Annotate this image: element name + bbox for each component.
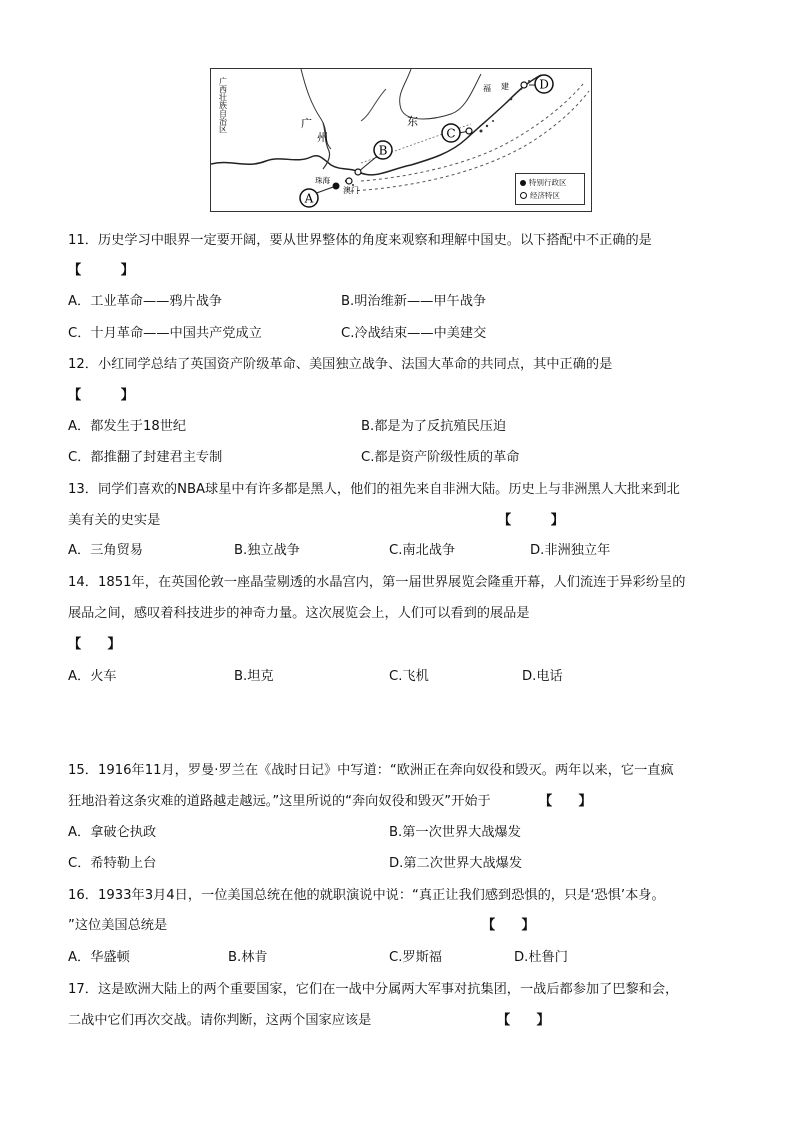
label-zhuhai: 珠海 [315, 176, 330, 185]
question-11-option-d[interactable]: C.冷战结束——中美建交 [341, 326, 487, 341]
question-13-option-a[interactable]: A．三角贸易 [68, 543, 143, 558]
question-17-answer-bracket[interactable]: 【 】 [497, 1013, 550, 1028]
question-12-stem: 12．小红同学总结了英国资产阶级革命、美国独立战争、法国大革命的共同点，其中正确的是 [68, 357, 613, 372]
question-13-answer-bracket[interactable]: 【 】 [498, 513, 564, 528]
question-16-option-b[interactable]: B.林肯 [228, 950, 268, 965]
question-15-option-a[interactable]: A．拿破仑执政 [68, 825, 157, 840]
question-14-option-b[interactable]: B.坦克 [234, 669, 274, 684]
label-dong: 东 [407, 115, 418, 128]
map-figure [210, 68, 592, 212]
question-12-option-d[interactable]: C.都是资产阶级性质的革命 [361, 450, 520, 465]
open-dot-icon [520, 192, 527, 199]
question-11-stem: 11．历史学习中眼界一定要开阔，要从世界整体的角度来观察和理解中国史。以下搭配中不正确的是 [68, 233, 652, 248]
label-guang: 广 [301, 117, 312, 130]
question-17-stem-line1: 17．这是欧洲大陆上的两个重要国家，它们在一战中分属两大军事对抗集团，一战后都参加了巴黎和会， [68, 982, 679, 997]
econ-zone-dot [466, 128, 472, 134]
marker-c-label: C [446, 126, 456, 141]
question-15-stem-line1: 15．1916年11月，罗曼·罗兰在《战时日记》中写道：“欧洲正在奔向奴役和毁灭。两年以来，它一直疯 [68, 763, 674, 778]
legend-econ-zone: 经济特区 [530, 191, 560, 200]
question-14-answer-bracket[interactable]: 【 】 [68, 637, 121, 652]
question-15-option-b[interactable]: B.第一次世界大战爆发 [389, 825, 521, 840]
marker-b-label: B [378, 143, 388, 158]
question-13-stem-line1: 13．同学们喜欢的NBA球星中有许多都是黑人，他们的祖先来自非洲大陆。历史上与非洲黑人大批来到北 [68, 482, 680, 497]
question-12-answer-bracket[interactable]: 【 】 [68, 388, 134, 403]
question-13-stem-line2: 美有关的史实是 [68, 513, 161, 528]
label-aomen: 澳门 [343, 186, 359, 195]
question-16-stem-line1: 16．1933年3月4日，一位美国总统在他的就职演说中说：“真正让我们感到恐惧的，只是‘恐惧’本身。 [68, 888, 665, 903]
question-15-answer-bracket[interactable]: 【 】 [539, 794, 592, 809]
question-12-option-a[interactable]: A．都发生于18世纪 [68, 419, 187, 434]
province-border [400, 69, 481, 119]
filled-dot-icon [520, 180, 526, 186]
question-14-stem-line1: 14．1851年，在英国伦敦一座晶莹剔透的水晶宫内，第一届世界展览会隆重开幕，人们流连于异彩纷呈的 [68, 575, 686, 590]
question-16-option-c[interactable]: C.罗斯福 [389, 950, 442, 965]
question-14-stem-line2: 展品之间，感叹着科技进步的神奇力量。这次展览会上，人们可以看到的展品是 [68, 606, 530, 621]
question-16-option-a[interactable]: A．华盛顿 [68, 950, 130, 965]
question-15-stem-line2: 狂地沿着这条灾难的道路越走越远。”这里所说的“奔向奴役和毁灭”开始于 [68, 794, 491, 809]
question-15-option-c[interactable]: C．希特勒上台 [68, 856, 157, 871]
question-11-option-c[interactable]: C．十月革命——中国共产党成立 [68, 326, 262, 341]
label-zhou: 州 [317, 131, 328, 144]
question-11-option-a[interactable]: A．工业革命——鸦片战争 [68, 294, 223, 309]
question-16-option-d[interactable]: D.杜鲁门 [514, 950, 568, 965]
question-15-option-d[interactable]: D.第二次世界大战爆发 [389, 856, 523, 871]
question-12-option-b[interactable]: B.都是为了反抗殖民压迫 [361, 419, 507, 434]
question-13-option-b[interactable]: B.独立战争 [234, 543, 300, 558]
map-legend [515, 173, 585, 205]
label-jian: 建 [501, 82, 509, 91]
question-13-option-d[interactable]: D.非洲独立年 [530, 543, 611, 558]
question-11-answer-bracket[interactable]: 【 】 [68, 263, 134, 278]
label-fu: 福 [483, 84, 491, 93]
special-admin-dot [333, 183, 340, 190]
question-14-option-c[interactable]: C.飞机 [389, 669, 429, 684]
question-14-option-a[interactable]: A．火车 [68, 669, 117, 684]
question-17-stem-line2: 二战中它们再次交战。请你判断，这两个国家应该是 [68, 1013, 372, 1028]
question-13-option-c[interactable]: C.南北战争 [389, 543, 456, 558]
legend-special-admin: 特别行政区 [529, 178, 567, 187]
question-14-option-d[interactable]: D.电话 [522, 669, 563, 684]
econ-zone-dot [355, 169, 361, 175]
question-16-answer-bracket[interactable]: 【 】 [482, 918, 535, 933]
label-guangxi: 广西壮族自治区 [218, 77, 228, 133]
marker-d-label: D [539, 77, 549, 92]
question-12-option-c[interactable]: C．都推翻了封建君主专制 [68, 450, 223, 465]
econ-zone-dot [521, 82, 527, 88]
question-16-stem-line2: ”这位美国总统是 [68, 918, 168, 933]
econ-zone-dot [346, 178, 352, 184]
river [361, 89, 386, 121]
question-11-option-b[interactable]: B.明治维新——甲午战争 [341, 294, 487, 309]
marker-a-label: A [304, 191, 314, 206]
coastline [211, 75, 541, 175]
